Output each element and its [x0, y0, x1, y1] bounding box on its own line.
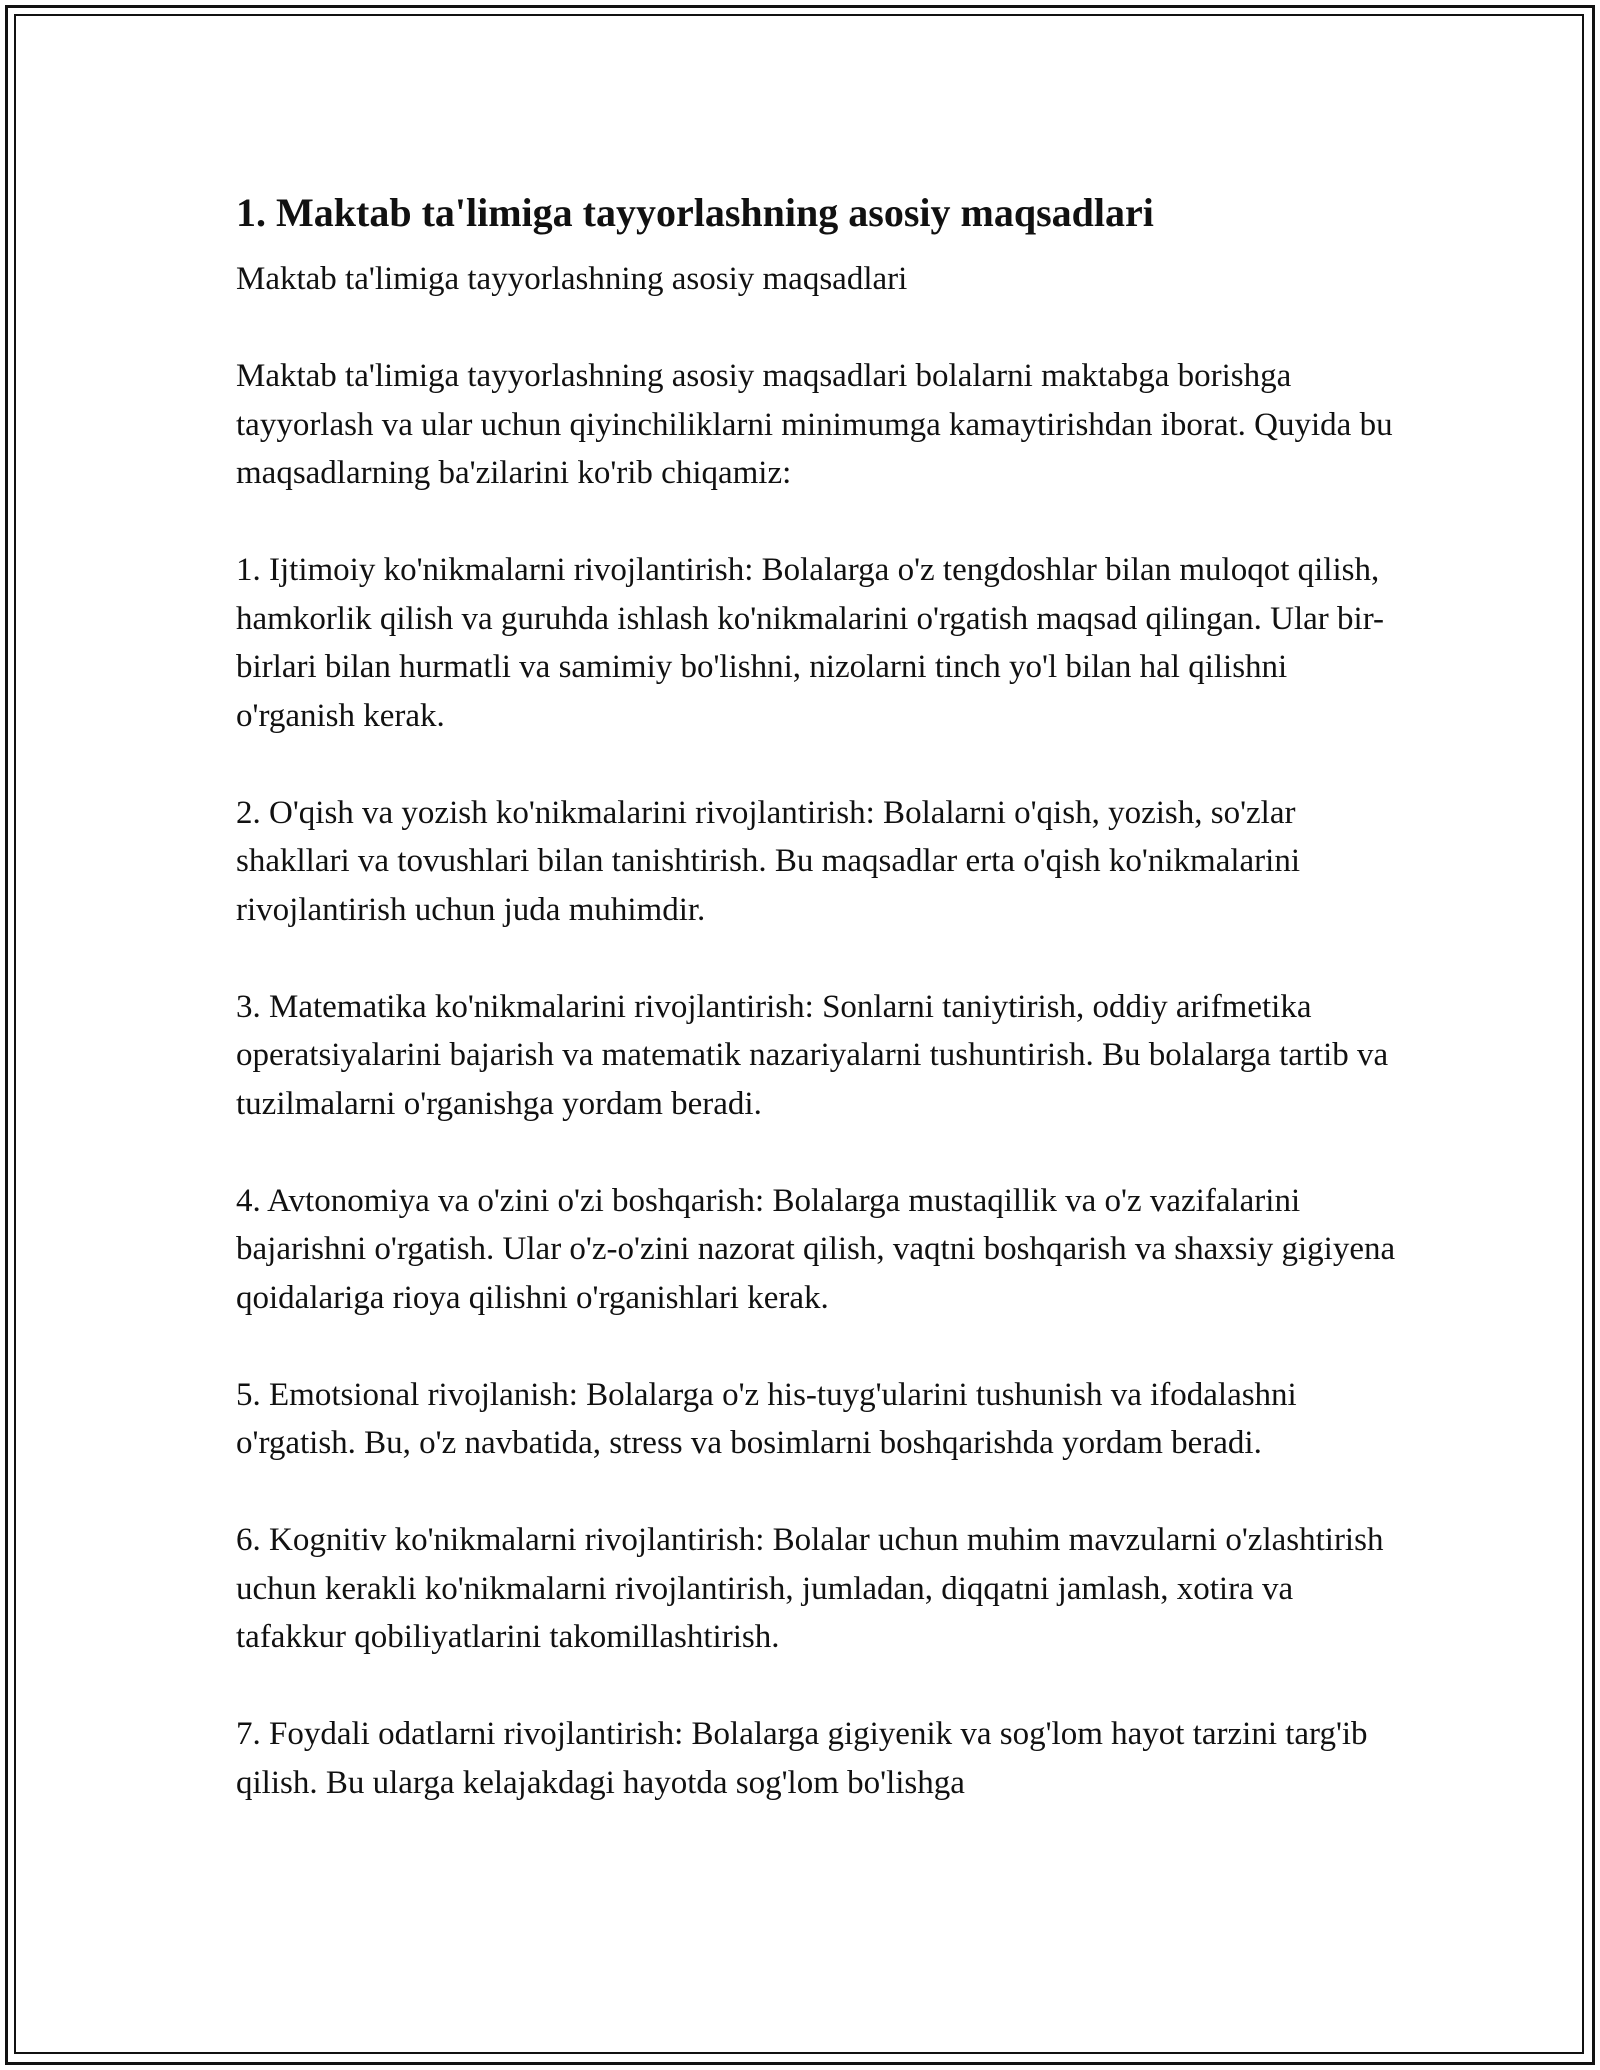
- goal-item-7: 7. Foydali odatlarni rivojlantirish: Bolalarga gigiyenik va sog'lom hayot tarzini targ'ib qilish. Bu ularga kelajakdagi hayotda sog'lom bo'lishga: [236, 1716, 1368, 1801]
- goal-item-1: 1. Ijtimoiy ko'nikmalarni rivojlantirish: Bolalarga o'z tengdoshlar bilan muloqot qilish, hamkorlik qilish va guruhda ishlash ko'nikmalarini o'rgatish maqsad qilingan. Ular bir-birlari bilan hurmatli va samimiy bo'lishni, nizolarni tinch yo'l bilan hal qilishni o'rganish kerak.: [236, 552, 1385, 734]
- document-body: [236, 185, 1396, 1856]
- goal-item-5: 5. Emotsional rivojlanish: Bolalarga o'z his-tuyg'ularini tushunish va ifodalashni o'rgatish. Bu, o'z navbatida, stress va bosimlarni boshqarishda yordam beradi.: [236, 1376, 1297, 1461]
- goal-item-3: 3. Matematika ko'nikmalarini rivojlantirish: Sonlarni taniytirish, oddiy arifmetika operatsiyalarini bajarish va matematik nazariyalarni tushuntirish. Bu bolalarga tartib va tuzilmalarni o'rganishga yordam beradi.: [236, 988, 1389, 1122]
- document-title: 1. Maktab ta'limiga tayyorlashning asosiy maqsadlari: [236, 190, 1154, 235]
- goal-item-2: 2. O'qish va yozish ko'nikmalarini rivojlantirish: Bolalarni o'qish, yozish, so'zlar shakllari va tovushlari bilan tanishtirish. Bu maqsadlar erta o'qish ko'nikmalarini rivojlantirish uchun juda muhimdir.: [236, 794, 1301, 928]
- goal-item-6: 6. Kognitiv ko'nikmalarni rivojlantirish: Bolalar uchun muhim mavzularni o'zlashtirish uchun kerakli ko'nikmalarni rivojlantirish, jumladan, diqqatni jamlash, xotira va tafakkur qobiliyatlarini takomillashtirish.: [236, 1522, 1384, 1655]
- goal-item-4: 4. Avtonomiya va o'zini o'zi boshqarish: Bolalarga mustaqillik va o'z vazifalarini bajarishni o'rgatish. Ular o'z-o'zini nazorat qilish, vaqtni boshqarish va shaxsiy gigiyena qoidalariga rioya qilishni o'rganishlari kerak.: [236, 1182, 1396, 1316]
- subtitle-paragraph: Maktab ta'limiga tayyorlashning asosiy maqsadlari: [236, 261, 908, 297]
- intro-paragraph: Maktab ta'limiga tayyorlashning asosiy maqsadlari bolalarni maktabga borishga tayyorlash va ular uchun qiyinchiliklarni minimumga kamaytirishdan iborat. Quyida bu maqsadlarning ba'zilarini ko'rib chiqamiz:: [236, 358, 1393, 491]
